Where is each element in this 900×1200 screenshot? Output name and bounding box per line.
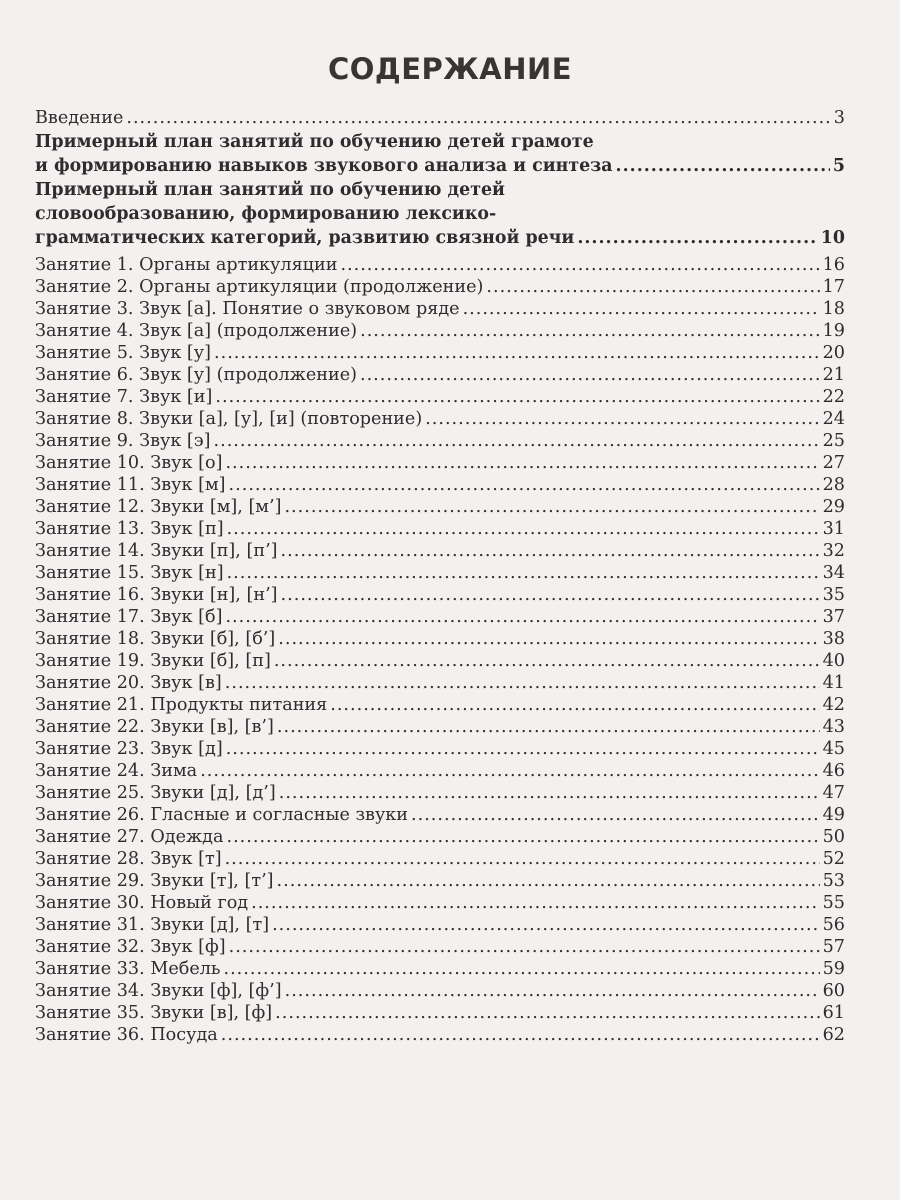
toc-entry-plan2-line2: [35, 202, 845, 226]
table-of-contents: [35, 106, 845, 1046]
toc-entry: [35, 474, 845, 496]
toc-entry: [35, 562, 845, 584]
toc-entry-page: 31: [822, 519, 845, 539]
toc-entry-page: 17: [822, 277, 845, 297]
dot-leader: [577, 226, 817, 250]
dot-leader: [227, 562, 820, 584]
dot-leader: [340, 254, 819, 276]
toc-entry-page: 52: [822, 849, 845, 869]
toc-entry-page: 41: [822, 673, 845, 693]
dot-leader: [226, 738, 820, 760]
toc-entry-label: Занятие 32. Звук [ф]: [35, 937, 226, 957]
dot-leader: [200, 760, 819, 782]
toc-entry-page: 53: [822, 871, 845, 891]
toc-entry: [35, 716, 845, 738]
toc-entry-label: Занятие 30. Новый год: [35, 893, 249, 913]
toc-entry-label: Занятие 6. Звук [у] (продолжение): [35, 365, 357, 385]
toc-entry-page: 38: [822, 629, 845, 649]
dot-leader: [215, 386, 819, 408]
dot-leader: [279, 782, 820, 804]
toc-entry: [35, 364, 845, 386]
dot-leader: [227, 826, 820, 848]
toc-entry-label: Занятие 11. Звук [м]: [35, 475, 226, 495]
toc-entry-page: 25: [822, 431, 845, 451]
dot-leader: [616, 154, 830, 178]
toc-entry-plan2-line1: [35, 178, 845, 202]
dot-leader: [281, 540, 820, 562]
dot-leader: [330, 694, 819, 716]
toc-entry: [35, 606, 845, 628]
toc-entry-label: Занятие 23. Звук [д]: [35, 739, 223, 759]
toc-entry-label: Занятие 31. Звуки [д], [т]: [35, 915, 270, 935]
toc-entry-label: Занятие 15. Звук [н]: [35, 563, 224, 583]
toc-entry-page: 47: [822, 783, 845, 803]
toc-entry-page: 55: [822, 893, 845, 913]
toc-entry-label: Занятие 16. Звуки [н], [н’]: [35, 585, 278, 605]
dot-leader: [225, 672, 820, 694]
toc-entry-label: Занятие 24. Зима: [35, 761, 198, 781]
toc-entry: [35, 936, 845, 958]
toc-entry-page: 34: [822, 563, 845, 583]
dot-leader: [425, 408, 819, 430]
toc-entry: [35, 584, 845, 606]
toc-entry-label: Занятие 1. Органы артикуляции: [35, 255, 338, 275]
toc-entry-page: 43: [822, 717, 845, 737]
dot-leader: [229, 936, 820, 958]
toc-entry-page: 20: [822, 343, 845, 363]
dot-leader: [225, 452, 819, 474]
toc-entry-label: Занятие 28. Звук [т]: [35, 849, 222, 869]
toc-entry: [35, 430, 845, 452]
toc-entry-label: Занятие 14. Звуки [п], [п’]: [35, 541, 278, 561]
toc-entry-label: Введение: [35, 108, 124, 128]
toc-entry: [35, 892, 845, 914]
toc-entry-page: 50: [822, 827, 845, 847]
toc-entry-page: 56: [822, 915, 845, 935]
dot-leader: [214, 342, 820, 364]
dot-leader: [214, 430, 820, 452]
toc-entry: [35, 782, 845, 804]
toc-entry-label: Занятие 27. Одежда: [35, 827, 224, 847]
toc-entry-label: Занятие 9. Звук [э]: [35, 431, 211, 451]
toc-entry-label: Занятие 25. Звуки [д], [д’]: [35, 783, 276, 803]
toc-entry: [35, 980, 845, 1002]
toc-entry: [35, 320, 845, 342]
toc-entry-label: Занятие 8. Звуки [а], [у], [и] (повторение): [35, 409, 423, 429]
toc-entry-label: Примерный план занятий по обучению детей: [35, 180, 505, 200]
toc-entry-label: Занятие 21. Продукты питания: [35, 695, 328, 715]
toc-entry-page: 16: [822, 255, 845, 275]
toc-entry-page: 40: [822, 651, 845, 671]
toc-entry-label: Занятие 19. Звуки [б], [п]: [35, 651, 271, 671]
toc-entry-label: Занятие 22. Звуки [в], [в’]: [35, 717, 274, 737]
toc-entry-label: Занятие 35. Звуки [в], [ф]: [35, 1003, 273, 1023]
toc-entry-page: 45: [822, 739, 845, 759]
dot-leader: [277, 716, 820, 738]
toc-entry: [35, 452, 845, 474]
toc-entry-label: словообразованию, формированию лексико-: [35, 204, 497, 224]
toc-entry: [35, 1002, 845, 1024]
toc-entry-label: Занятие 13. Звук [п]: [35, 519, 224, 539]
toc-entry-label: и формированию навыков звукового анализа и синтеза: [35, 156, 613, 176]
toc-entry-page: 46: [822, 761, 845, 781]
toc-entry: [35, 760, 845, 782]
dot-leader: [277, 870, 820, 892]
toc-entry-page: 62: [822, 1025, 845, 1045]
toc-entry-page: 42: [822, 695, 845, 715]
dot-leader: [281, 584, 820, 606]
toc-entry: [35, 386, 845, 408]
toc-entry-page: 32: [822, 541, 845, 561]
toc-entry-page: 5: [832, 156, 845, 176]
dot-leader: [225, 606, 819, 628]
toc-entry-label: Занятие 20. Звук [в]: [35, 673, 222, 693]
toc-entry-label: Занятие 12. Звуки [м], [м’]: [35, 497, 282, 517]
toc-entry: [35, 1024, 845, 1046]
toc-entry: [35, 628, 845, 650]
dot-leader: [224, 958, 820, 980]
toc-entry-plan1-line2: [35, 154, 845, 178]
toc-entry: [35, 276, 845, 298]
dot-leader: [225, 848, 820, 870]
toc-entry-label: Занятие 4. Звук [а] (продолжение): [35, 321, 358, 341]
dot-leader: [221, 1024, 820, 1046]
toc-entry-label: грамматических категорий, развитию связной речи: [35, 228, 575, 248]
toc-entry: [35, 540, 845, 562]
toc-entry-page: 61: [822, 1003, 845, 1023]
dot-leader: [251, 892, 819, 914]
page-title: СОДЕРЖАНИЕ: [327, 52, 573, 86]
dot-leader: [411, 804, 820, 826]
toc-entry-page: 27: [822, 453, 845, 473]
toc-entry-intro: [35, 106, 845, 130]
toc-entry: [35, 958, 845, 980]
toc-entry-label: Занятие 5. Звук [у]: [35, 343, 212, 363]
dot-leader: [274, 650, 820, 672]
toc-entry: [35, 496, 845, 518]
toc-entry-page: 24: [822, 409, 845, 429]
toc-entry-plan1-line1: [35, 130, 845, 154]
toc-entry-label: Примерный план занятий по обучению детей грамоте: [35, 132, 594, 152]
toc-entry-page: 49: [822, 805, 845, 825]
toc-entry-label: Занятие 26. Гласные и согласные звуки: [35, 805, 409, 825]
toc-entry-label: Занятие 29. Звуки [т], [т’]: [35, 871, 274, 891]
dot-leader: [272, 914, 820, 936]
toc-entry: [35, 672, 845, 694]
toc-entry: [35, 254, 845, 276]
toc-entry-page: 21: [822, 365, 845, 385]
toc-entry-label: Занятие 7. Звук [и]: [35, 387, 213, 407]
dot-leader: [285, 980, 820, 1002]
toc-entry-label: Занятие 17. Звук [б]: [35, 607, 223, 627]
dot-leader: [275, 1002, 819, 1024]
dot-leader: [284, 496, 819, 518]
dot-leader: [227, 518, 820, 540]
dot-leader: [463, 298, 820, 320]
toc-entry-label: Занятие 3. Звук [а]. Понятие о звуковом ряде: [35, 299, 460, 319]
toc-entry-page: 57: [822, 937, 845, 957]
toc-entry: [35, 298, 845, 320]
toc-entry: [35, 342, 845, 364]
toc-entry-page: 19: [822, 321, 845, 341]
toc-entry: [35, 650, 845, 672]
toc-entry: [35, 738, 845, 760]
toc-entry-page: 10: [820, 228, 845, 248]
toc-entry: [35, 804, 845, 826]
toc-entry-page: 60: [822, 981, 845, 1001]
toc-entry-page: 3: [833, 108, 845, 128]
lesson-list: [35, 254, 845, 1046]
toc-entry: [35, 518, 845, 540]
toc-entry-page: 22: [822, 387, 845, 407]
toc-entry-plan2-line3: [35, 226, 845, 250]
toc-entry: [35, 408, 845, 430]
dot-leader: [278, 628, 819, 650]
toc-entry: [35, 826, 845, 848]
toc-entry-page: 37: [822, 607, 845, 627]
toc-entry-page: 28: [822, 475, 845, 495]
toc-entry-label: Занятие 2. Органы артикуляции (продолжение): [35, 277, 484, 297]
dot-leader: [126, 106, 830, 130]
toc-entry: [35, 870, 845, 892]
toc-entry-label: Занятие 34. Звуки [ф], [ф’]: [35, 981, 282, 1001]
toc-entry: [35, 694, 845, 716]
toc-entry-label: Занятие 33. Мебель: [35, 959, 221, 979]
toc-entry-label: Занятие 18. Звуки [б], [б’]: [35, 629, 276, 649]
dot-leader: [486, 276, 819, 298]
dot-leader: [360, 364, 820, 386]
toc-entry-page: 18: [822, 299, 845, 319]
toc-entry-label: Занятие 36. Посуда: [35, 1025, 218, 1045]
toc-entry-page: 29: [822, 497, 845, 517]
dot-leader: [229, 474, 820, 496]
toc-entry: [35, 914, 845, 936]
toc-entry-page: 35: [822, 585, 845, 605]
toc-entry-label: Занятие 10. Звук [о]: [35, 453, 223, 473]
toc-entry: [35, 848, 845, 870]
toc-entry-page: 59: [822, 959, 845, 979]
dot-leader: [360, 320, 820, 342]
